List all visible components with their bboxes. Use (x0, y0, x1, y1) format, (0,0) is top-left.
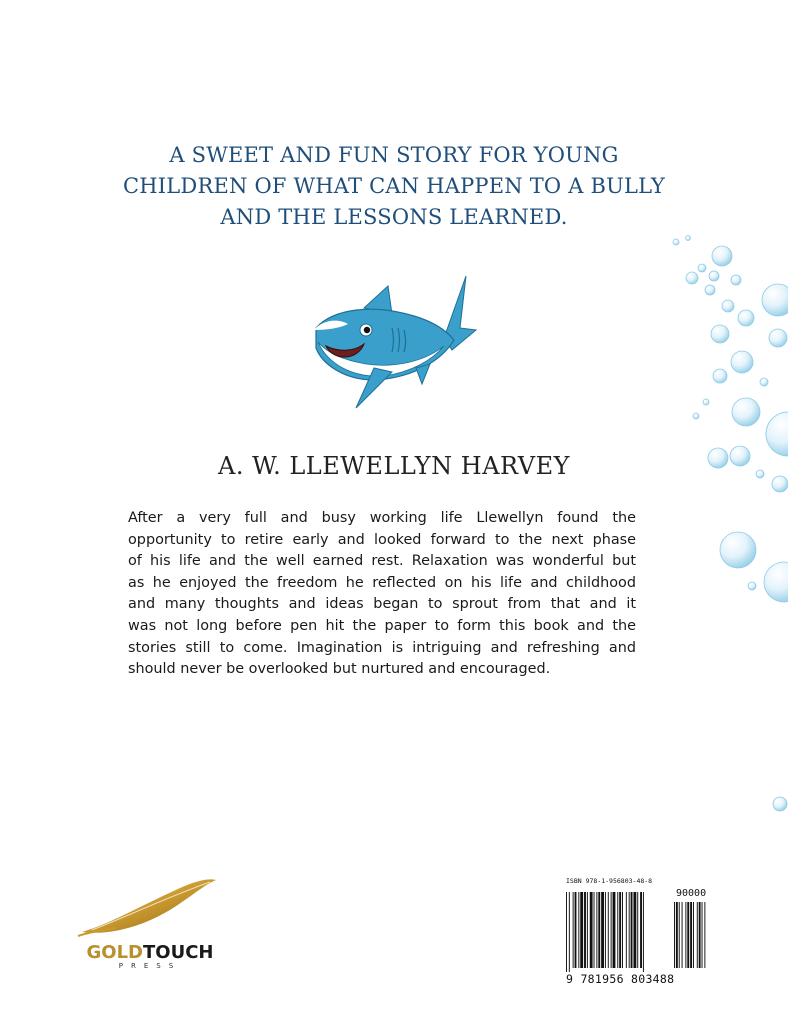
bio-line: as he enjoyed the freedom he reflected on his life and childhood (128, 574, 636, 591)
bubbles-decoration (640, 220, 788, 820)
tagline-line: CHILDREN OF WHAT CAN HAPPEN TO A BULLY (123, 174, 665, 198)
tagline-line: A SWEET AND FUN STORY FOR YOUNG (169, 143, 619, 167)
bio-line: opportunity to retire early and looked forward to the next phase (128, 531, 636, 548)
barcode-digits: 9 781956 803488 (566, 972, 675, 986)
bio-line: After a very full and busy working life Llewellyn found the (128, 510, 636, 526)
publisher-name-touch: TOUCH (143, 942, 214, 963)
publisher-sub: PRESS (118, 962, 182, 970)
publisher-logo (70, 872, 230, 972)
author-bio (128, 508, 636, 681)
isbn-label: ISBN 978-1-956803-48-8 (566, 877, 653, 885)
bio-line: should never be overlooked but nurtured and encouraged. (128, 661, 551, 678)
price-code: 90000 (676, 888, 707, 899)
bio-line: and many thoughts and ideas began to sprout from that and it (128, 596, 636, 613)
bio-line: of his life and the well earned rest. Relaxation was wonderful but (128, 553, 636, 570)
feather-icon (70, 872, 230, 940)
bio-line: stories still to come. Imagination is intriguing and refreshing and (128, 639, 636, 656)
shark-illustration (304, 268, 484, 418)
publisher-name (70, 942, 230, 963)
tagline-line: AND THE LESSONS LEARNED. (220, 205, 568, 229)
isbn-barcode (560, 874, 730, 990)
tagline (100, 140, 688, 233)
publisher-name-gold: GOLD (86, 942, 143, 963)
bio-line: was not long before pen hit the paper to form this book and the (128, 617, 636, 634)
barcode-bars (560, 886, 730, 972)
author-name: A. W. LLEWELLYN HARVEY (218, 452, 570, 480)
